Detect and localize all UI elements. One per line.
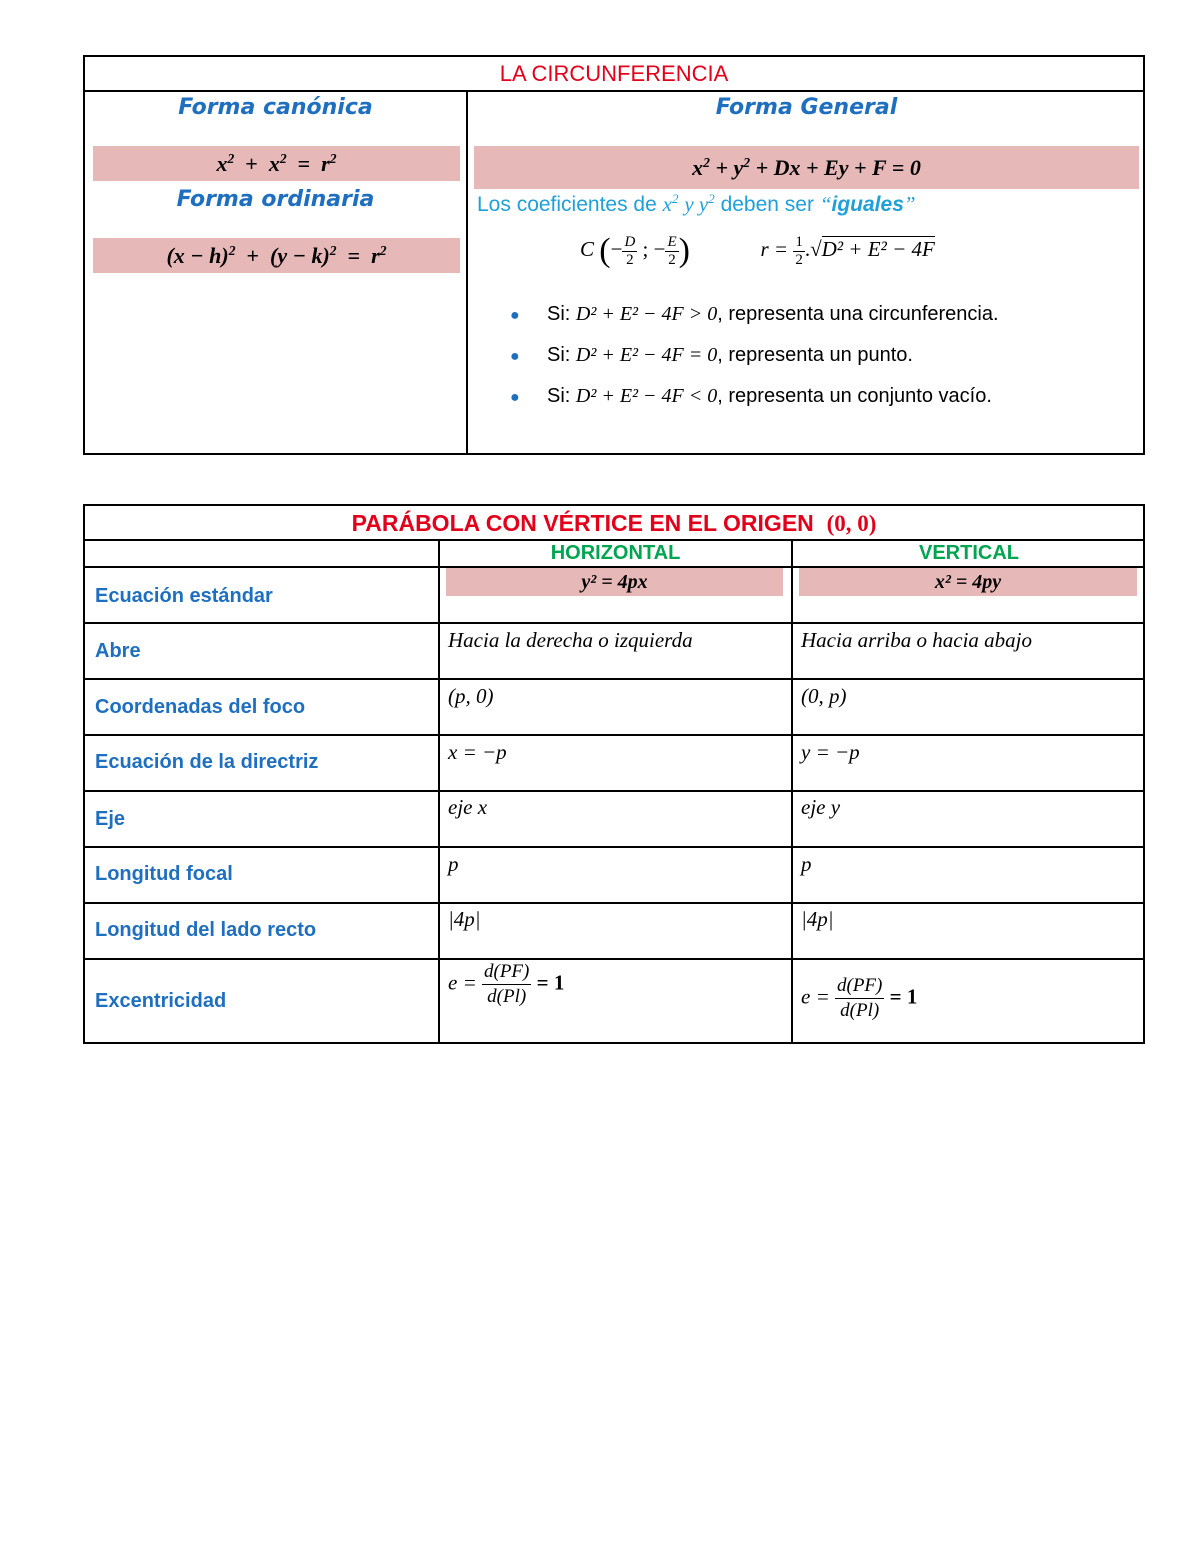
bullet-icon: ● <box>510 389 520 406</box>
cell-foco-vertical: (0, p) <box>801 684 847 708</box>
bullet-text: , representa un conjunto vacío. <box>717 385 992 407</box>
row-divider <box>85 622 1143 624</box>
formula-op: + <box>715 155 734 180</box>
centro-radio-formula: C (− $\frac{D}{2}$ ; − $\frac{E}{2}$ ) r = $\frac{1}{2}$ .√D² + E² − 4F <box>580 232 935 269</box>
coef-exp: 2 <box>708 191 715 207</box>
bullet-expr: D² + E² − 4F = 0 <box>575 344 718 366</box>
radicand: D² + E² − 4F <box>821 236 935 261</box>
formula-var: y <box>733 155 744 180</box>
formula-op: = <box>297 151 311 176</box>
cell-ecuacion-horizontal: y² = 4px <box>446 568 783 596</box>
formula-exp: 2 <box>379 242 387 258</box>
cell-abre-horizontal: Hacia la derecha o izquierda <box>448 628 693 652</box>
column-divider <box>438 539 440 1044</box>
cell-lado-recto-vertical: |4p| <box>801 907 834 931</box>
cell-abre-vertical: Hacia arriba o hacia abajo <box>801 628 1032 652</box>
ecc-e: e = <box>801 984 830 1009</box>
frac-den: 2 <box>668 251 676 268</box>
formula-exp: 2 <box>329 242 337 258</box>
bullet-icon: ● <box>510 307 520 324</box>
radius-label: r = <box>760 236 789 261</box>
formula-rest: + Dx + Ey + F = 0 <box>755 155 921 180</box>
cell-focal-horizontal: p <box>448 852 459 876</box>
ecc-result: = 1 <box>889 984 918 1009</box>
ecc-frac <box>835 974 884 1023</box>
col-horizontal-header: HORIZONTAL <box>550 542 681 564</box>
formula-exp: 2 <box>329 150 337 166</box>
center-label: C <box>580 236 595 261</box>
parabola-title-text: PARÁBOLA CON VÉRTICE EN EL ORIGEN <box>351 510 814 536</box>
row-divider <box>85 902 1143 904</box>
frac-num: E <box>667 233 677 250</box>
row-label: Ecuación estándar <box>95 585 273 607</box>
coef-y-word: y <box>684 192 699 216</box>
condiciones-list <box>510 300 999 423</box>
frac-den: 2 <box>795 251 803 268</box>
row-divider <box>85 734 1143 736</box>
list-item <box>510 382 999 423</box>
forma-ordinaria-formula <box>93 238 460 273</box>
formula-exp: 2 <box>227 150 235 166</box>
row-label: Eje <box>95 808 126 830</box>
row-label: Abre <box>95 640 141 662</box>
parabola-title-math: (0, 0) <box>826 511 877 536</box>
row-label: Longitud focal <box>95 863 233 885</box>
row-label: Longitud del lado recto <box>95 919 317 941</box>
frac-den: 2 <box>626 251 634 268</box>
bullet-prefix: Si: <box>547 303 576 325</box>
column-divider <box>791 539 793 1044</box>
formula-exp: 2 <box>228 242 236 258</box>
ecc-e: e = <box>448 970 477 995</box>
radius-frac <box>793 234 805 269</box>
cell-lado-recto-horizontal: |4p| <box>448 907 481 931</box>
center-frac-d <box>622 234 637 269</box>
formula-op: + <box>246 243 260 268</box>
parabola-title <box>85 506 1143 541</box>
cell-excentricidad-horizontal <box>448 960 564 1009</box>
row-label: Ecuación de la directriz <box>95 751 319 773</box>
row-label: Excentricidad <box>95 990 227 1012</box>
bullet-prefix: Si: <box>547 344 576 366</box>
formula-term: r <box>371 243 380 268</box>
circunferencia-title: LA CIRCUNFERENCIA <box>85 57 1143 92</box>
minus-sign: − <box>610 236 623 261</box>
coef-text: deben ser <box>720 193 820 216</box>
center-frac-e <box>665 234 678 269</box>
separator: ; <box>642 236 649 261</box>
formula-var: x <box>268 151 280 176</box>
frac-den: d(Pl) <box>487 986 527 1007</box>
row-label: Coordenadas del foco <box>95 696 306 718</box>
cell-directriz-horizontal: x = −p <box>448 740 507 764</box>
bullet-expr: D² + E² − 4F > 0 <box>575 303 718 325</box>
frac-num: d(PF) <box>482 960 531 985</box>
coeficientes-note <box>477 192 916 217</box>
forma-canonica-formula <box>93 146 460 181</box>
formula-term: (x − h) <box>166 243 229 268</box>
coef-x: x <box>662 192 672 216</box>
coef-quote: “ <box>819 192 832 216</box>
row-divider <box>85 958 1143 960</box>
formula-exp: 2 <box>703 154 710 170</box>
row-divider <box>85 790 1143 792</box>
minus-sign: − <box>653 236 666 261</box>
bullet-text: , representa una circunferencia. <box>717 303 999 325</box>
frac-den: d(Pl) <box>840 1000 880 1021</box>
cell-eje-vertical: eje y <box>801 795 841 819</box>
cell-excentricidad-vertical <box>801 974 917 1023</box>
bullet-prefix: Si: <box>547 385 576 407</box>
bullet-icon: ● <box>510 348 520 365</box>
forma-general-formula <box>474 146 1139 189</box>
cell-focal-vertical: p <box>801 852 812 876</box>
ecc-frac <box>482 960 531 1009</box>
formula-op: + <box>245 151 258 176</box>
formula-exp: 2 <box>279 150 287 166</box>
frac-num: d(PF) <box>835 974 884 999</box>
cell-directriz-vertical: y = −p <box>801 740 860 764</box>
column-divider <box>466 90 468 455</box>
cell-foco-horizontal: (p, 0) <box>448 684 494 708</box>
list-item <box>510 341 999 382</box>
cell-ecuacion-vertical: x² = 4py <box>799 568 1137 596</box>
bullet-text: , representa un punto. <box>717 344 913 366</box>
forma-ordinaria-label: Forma ordinaria <box>176 187 375 212</box>
coef-quote: ” <box>903 192 916 216</box>
circunferencia-table <box>83 55 1145 455</box>
bullet-expr: D² + E² − 4F < 0 <box>575 385 718 407</box>
formula-var: r <box>321 151 330 176</box>
coef-y: y <box>698 192 709 216</box>
cell-eje-horizontal: eje x <box>448 795 488 819</box>
coef-text: Los coeficientes de <box>477 193 663 216</box>
sqrt-sign: .√ <box>804 236 822 261</box>
row-divider <box>85 846 1143 848</box>
frac-num: 1 <box>795 233 803 250</box>
coef-iguales: iguales <box>831 193 904 216</box>
formula-var: x <box>692 155 704 180</box>
coef-exp: 2 <box>671 191 679 207</box>
formula-term: (y − k) <box>270 243 330 268</box>
formula-op: = <box>347 243 361 268</box>
frac-num: D <box>624 233 636 250</box>
forma-general-label: Forma General <box>715 95 898 120</box>
forma-canonica-label: Forma canónica <box>178 95 373 120</box>
col-vertical-header: VERTICAL <box>919 542 1019 564</box>
list-item <box>510 300 999 341</box>
parabola-table <box>83 504 1145 1044</box>
formula-exp: 2 <box>743 154 751 170</box>
row-divider <box>85 678 1143 680</box>
ecc-result: = 1 <box>536 970 565 995</box>
formula-var: x <box>216 151 228 176</box>
